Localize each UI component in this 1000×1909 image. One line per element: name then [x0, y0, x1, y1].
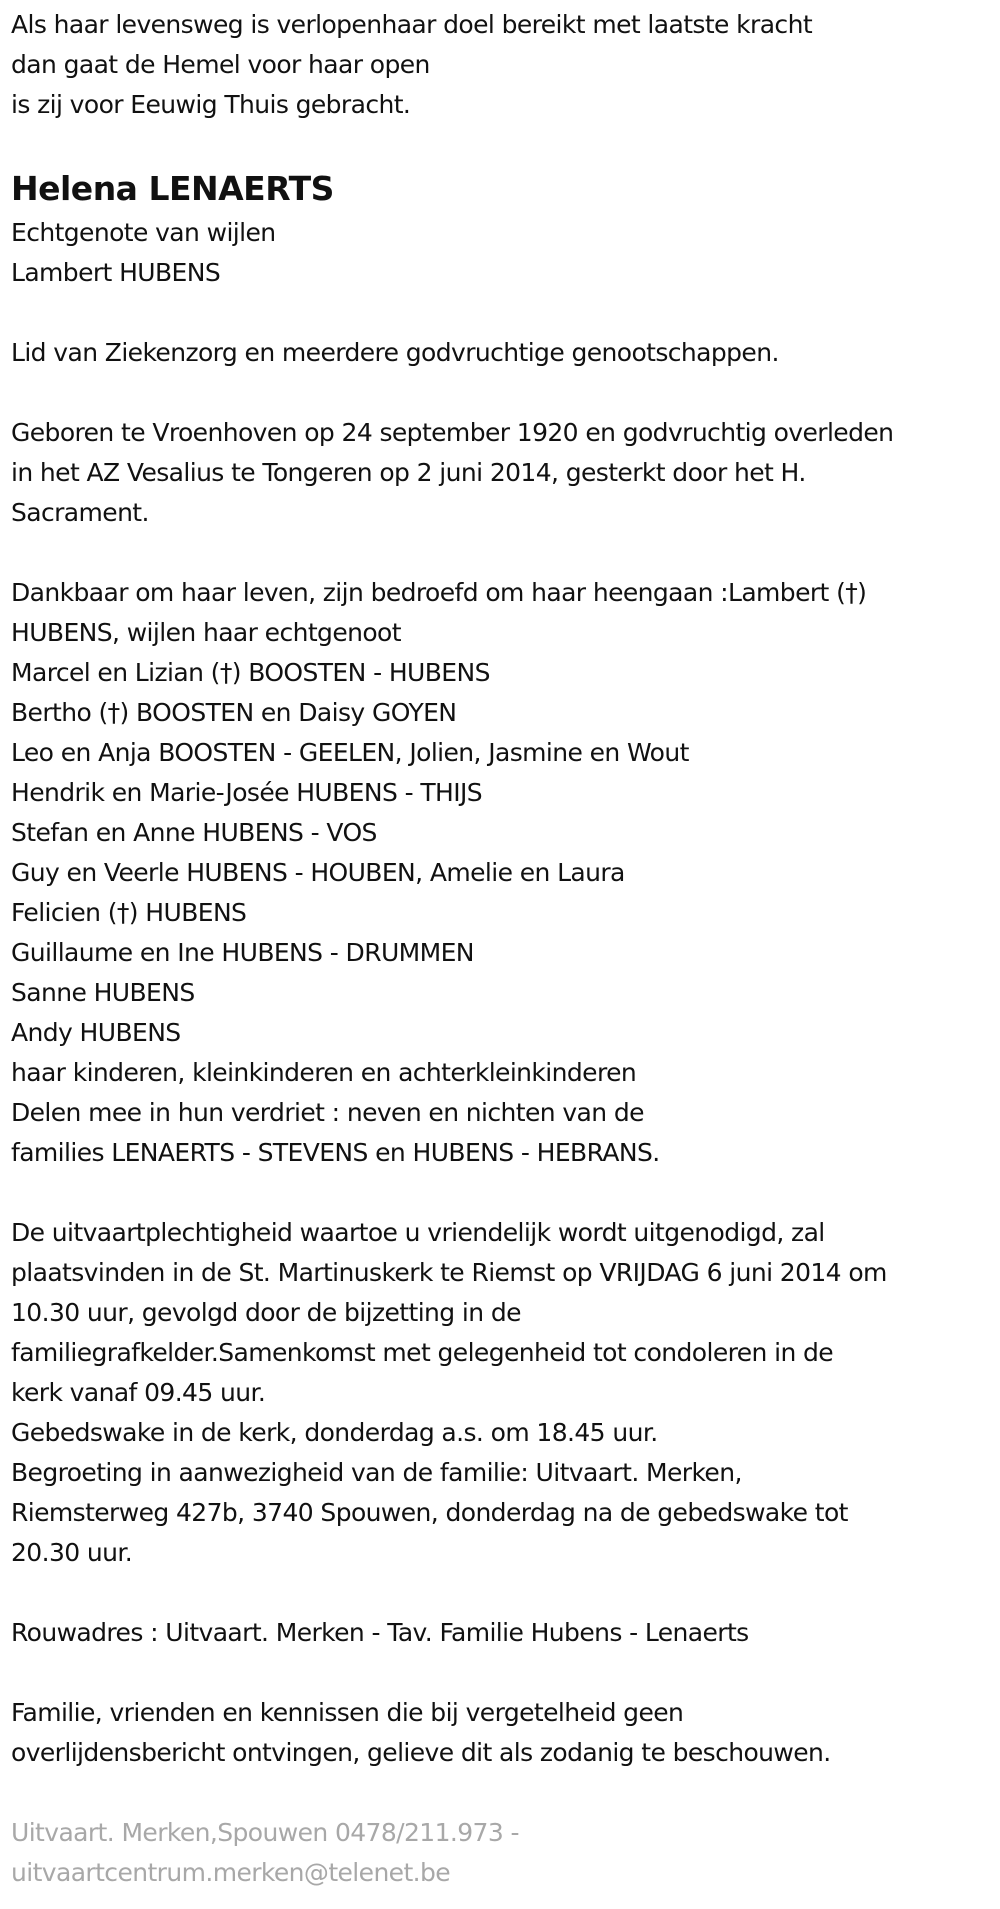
funeral-line: familiegrafkelder.Samenkomst met gelegenheid tot condoleren in de: [11, 1338, 834, 1367]
funeral-line: Gebedswake in de kerk, donderdag a.s. om 18.45 uur.: [11, 1418, 658, 1447]
birth-death: [11, 413, 1000, 533]
family-line: Guy en Veerle HUBENS - HOUBEN, Amelie en Laura: [11, 858, 625, 887]
text-line: in het AZ Vesalius te Tongeren op 2 juni 2014, gesterkt door het H.: [11, 458, 806, 487]
family-line: Stefan en Anne HUBENS - VOS: [11, 818, 377, 847]
family-line: Marcel en Lizian (†) BOOSTEN - HUBENS: [11, 658, 490, 687]
family-line: Felicien (†) HUBENS: [11, 898, 247, 927]
family-line: Hendrik en Marie-Josée HUBENS - THIJS: [11, 778, 483, 807]
funeral-home-email-link[interactable]: uitvaartcentrum.merken@telenet.be: [11, 1858, 451, 1887]
poem-line: is zij voor Eeuwig Thuis gebracht.: [11, 90, 411, 119]
family-line: Andy HUBENS: [11, 1018, 181, 1047]
text-line: Sacrament.: [11, 498, 149, 527]
family-line: families LENAERTS - STEVENS en HUBENS - HEBRANS.: [11, 1138, 660, 1167]
family-line: Sanne HUBENS: [11, 978, 195, 1007]
deceased-name: Helena LENAERTS: [11, 169, 334, 208]
poem-line: Als haar levensweg is verlopenhaar doel bereikt met laatste kracht: [11, 10, 813, 39]
funeral-home-contact: Uitvaart. Merken,Spouwen 0478/211.973 -: [11, 1818, 519, 1847]
family-line: Dankbaar om haar leven, zijn bedroefd om haar heengaan :Lambert (†): [11, 578, 867, 607]
spouse-line: Echtgenote van wijlen: [11, 218, 276, 247]
family-line: haar kinderen, kleinkinderen en achterkleinkinderen: [11, 1058, 637, 1087]
membership: Lid van Ziekenzorg en meerdere godvruchtige genootschappen.: [11, 338, 779, 367]
funeral-line: plaatsvinden in de St. Martinuskerk te Riemst op VRIJDAG 6 juni 2014 om: [11, 1258, 887, 1287]
family-line: Guillaume en Ine HUBENS - DRUMMEN: [11, 938, 474, 967]
funeral-line: 20.30 uur.: [11, 1538, 133, 1567]
funeral-line: kerk vanaf 09.45 uur.: [11, 1378, 266, 1407]
family-line: Bertho (†) BOOSTEN en Daisy GOYEN: [11, 698, 457, 727]
mourning-address: Rouwadres : Uitvaart. Merken - Tav. Familie Hubens - Lenaerts: [11, 1618, 749, 1647]
notice-line: Familie, vrienden en kennissen die bij vergetelheid geen: [11, 1698, 684, 1727]
family-line: Delen mee in hun verdriet : neven en nichten van de: [11, 1098, 644, 1127]
funeral-line: Begroeting in aanwezigheid van de familie: Uitvaart. Merken,: [11, 1458, 742, 1487]
funeral-home-footer: [11, 1813, 1000, 1893]
text-line: Geboren te Vroenhoven op 24 september 1920 en godvruchtig overleden: [11, 418, 894, 447]
poem-line: dan gaat de Hemel voor haar open: [11, 50, 430, 79]
funeral-details: [11, 1213, 1000, 1573]
spouse-line: Lambert HUBENS: [11, 258, 221, 287]
funeral-line: Riemsterweg 427b, 3740 Spouwen, donderdag na de gebedswake tot: [11, 1498, 848, 1527]
funeral-line: 10.30 uur, gevolgd door de bijzetting in de: [11, 1298, 521, 1327]
notice: [11, 1693, 1000, 1773]
family-line: Leo en Anja BOOSTEN - GEELEN, Jolien, Jasmine en Wout: [11, 738, 689, 767]
funeral-line: De uitvaartplechtigheid waartoe u vriendelijk wordt uitgenodigd, zal: [11, 1218, 825, 1247]
poem: [11, 5, 1000, 125]
family-line: HUBENS, wijlen haar echtgenoot: [11, 618, 401, 647]
family-list: [11, 573, 1000, 1173]
notice-line: overlijdensbericht ontvingen, gelieve dit als zodanig te beschouwen.: [11, 1738, 831, 1767]
